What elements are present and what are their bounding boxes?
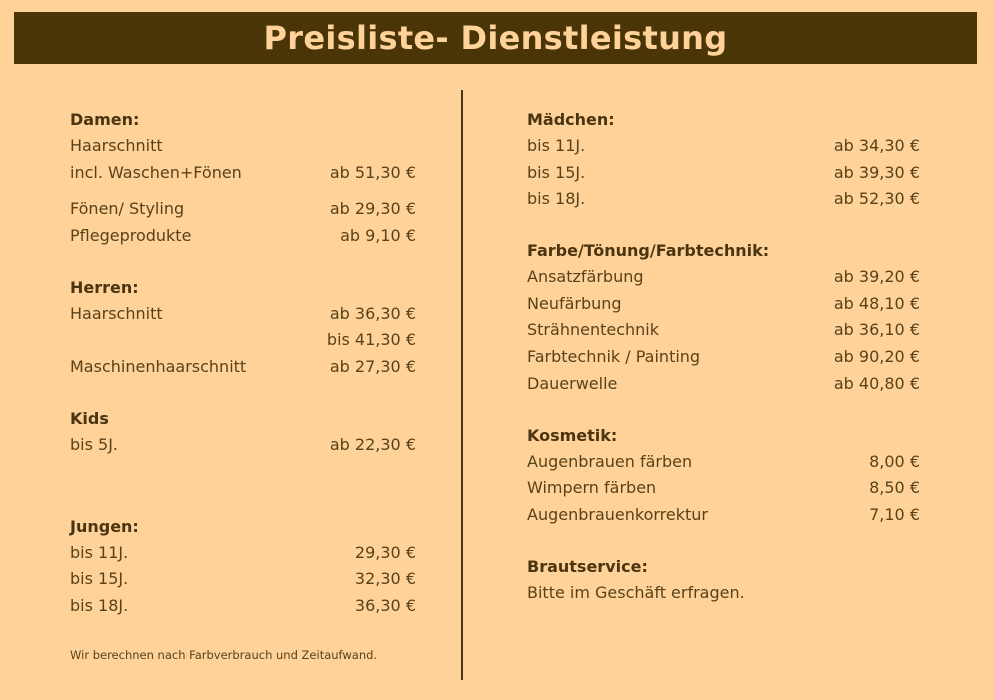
price-value: ab 9,10 € <box>340 226 416 246</box>
price-label: bis 11J. <box>527 136 586 155</box>
price-label: Strähnentechnik <box>527 320 659 340</box>
section-herren <box>70 274 416 381</box>
price-row <box>527 475 920 502</box>
section-kids <box>70 405 416 459</box>
price-value: bis 41,30 € <box>326 330 416 350</box>
price-label: incl. Waschen+Fönen <box>70 162 242 182</box>
footnote: Wir berechnen nach Farbverbrauch und Zeitaufwand. <box>70 648 378 662</box>
price-row <box>527 317 920 344</box>
price-value: ab 52,30 € <box>833 189 920 209</box>
price-row <box>70 160 416 187</box>
price-label: Maschinenhaarschnitt <box>70 357 247 377</box>
section-heading: Mädchen: <box>527 110 615 129</box>
price-label: Dauerwelle <box>527 373 618 393</box>
left-column <box>70 106 416 620</box>
section-heading: Kids <box>70 408 109 428</box>
price-row <box>70 593 416 620</box>
price-value: 7,10 € <box>869 504 920 524</box>
section-heading: Kosmetik: <box>527 425 618 445</box>
section-heading: Herren: <box>70 277 139 297</box>
price-label: Wimpern färben <box>527 478 657 498</box>
price-label: Fönen/ Styling <box>70 199 185 219</box>
price-row <box>527 371 920 398</box>
price-value: ab 40,80 € <box>833 373 920 393</box>
brautservice-text: Bitte im Geschäft erfragen. <box>527 582 745 602</box>
price-value: ab 29,30 € <box>329 199 416 219</box>
price-row <box>527 160 920 187</box>
section-brautservice <box>527 553 920 607</box>
title-bar <box>14 12 977 64</box>
price-value: ab 36,10 € <box>833 320 920 340</box>
price-label: Pflegeprodukte <box>70 226 192 246</box>
price-row <box>70 354 416 381</box>
price-value: 8,00 € <box>869 451 920 471</box>
price-row <box>527 449 920 476</box>
price-value: ab 39,30 € <box>833 162 920 182</box>
section-heading: Farbe/Tönung/Farbtechnik: <box>527 241 770 261</box>
section-farbe <box>527 237 920 397</box>
price-row <box>527 291 920 318</box>
price-label: Neufärbung <box>527 293 622 313</box>
price-row <box>70 301 416 328</box>
section-kosmetik <box>527 422 920 529</box>
price-value: ab 51,30 € <box>329 162 416 182</box>
price-label: Augenbrauen färben <box>527 451 693 471</box>
price-label: Farbtechnik / Painting <box>527 347 701 367</box>
section-maedchen <box>527 106 920 213</box>
price-row <box>70 196 416 223</box>
page-title: Preisliste- Dienstleistung <box>263 19 728 57</box>
price-value: ab 27,30 € <box>329 357 416 377</box>
price-row <box>527 264 920 291</box>
price-value: ab 34,30 € <box>833 136 920 155</box>
price-value: ab 48,10 € <box>833 293 920 313</box>
price-label: bis 15J. <box>527 162 586 182</box>
price-value: ab 90,20 € <box>833 347 920 367</box>
price-label: bis 5J. <box>70 434 119 454</box>
section-damen <box>70 106 416 250</box>
section-heading: Brautservice: <box>527 556 648 576</box>
price-label: Augenbrauenkorrektur <box>527 504 708 524</box>
price-value: 8,50 € <box>869 478 920 498</box>
price-label: Ansatzfärbung <box>527 267 644 287</box>
price-label: bis 18J. <box>70 595 129 615</box>
price-row <box>70 432 416 459</box>
price-label: Haarschnitt <box>70 136 163 155</box>
price-row <box>70 540 416 567</box>
section-jungen <box>70 513 416 620</box>
price-value: 32,30 € <box>354 569 416 589</box>
price-row <box>527 502 920 529</box>
right-column <box>527 106 920 606</box>
price-label: bis 15J. <box>70 569 129 589</box>
price-row <box>70 223 416 250</box>
section-heading: Damen: <box>70 110 140 129</box>
price-row <box>527 186 920 213</box>
price-label: bis 11J. <box>70 542 129 562</box>
price-row <box>70 566 416 593</box>
price-row <box>527 344 920 371</box>
price-value: 36,30 € <box>354 595 416 615</box>
price-row <box>527 133 920 160</box>
price-label: Haarschnitt <box>70 303 163 323</box>
price-value: 29,30 € <box>354 542 416 562</box>
column-divider <box>461 90 463 680</box>
price-value: ab 36,30 € <box>329 303 416 323</box>
price-value: ab 22,30 € <box>329 434 416 454</box>
price-row <box>70 327 416 354</box>
price-value: ab 39,20 € <box>833 267 920 287</box>
section-heading: Jungen: <box>70 516 139 536</box>
price-label: bis 18J. <box>527 189 586 209</box>
